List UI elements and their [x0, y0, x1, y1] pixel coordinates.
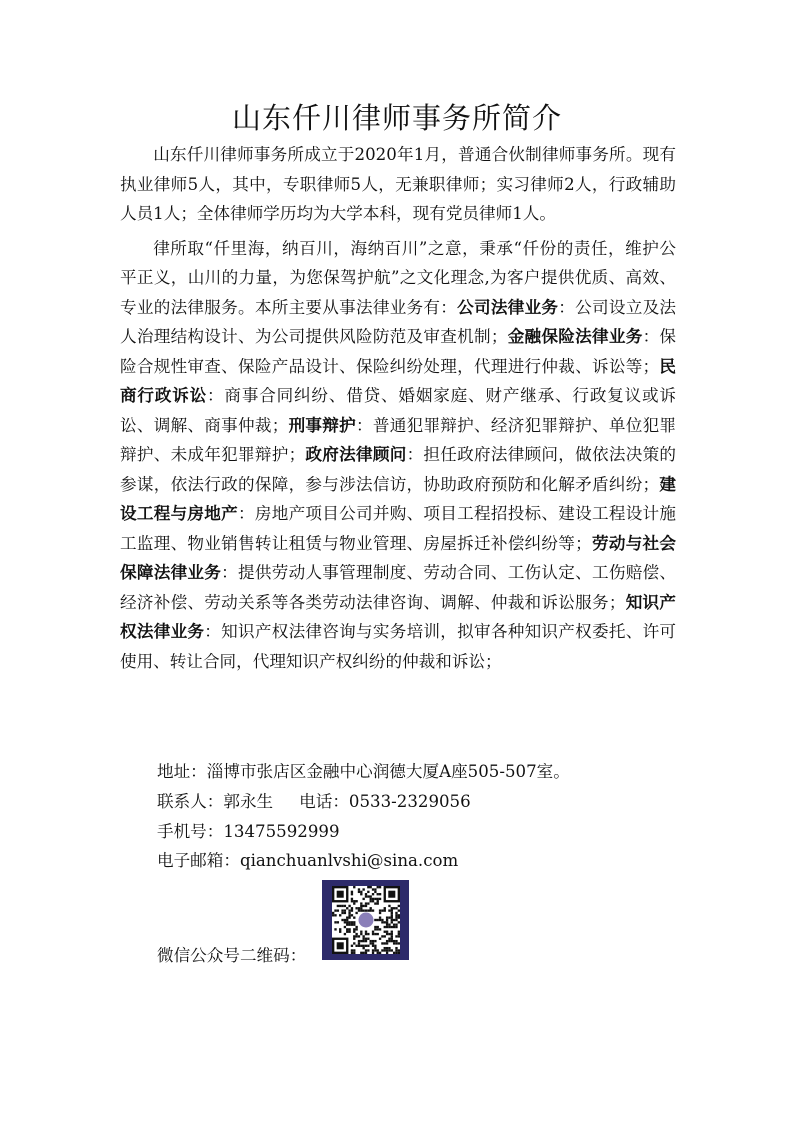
qr-code-icon: [332, 886, 400, 954]
practice-area-desc: ：保险合规性审查、保险产品设计、保险纠纷处理，代理进行仲裁、诉讼等；: [120, 327, 677, 376]
document-body: [120, 140, 676, 676]
wechat-qr-code: [322, 880, 409, 960]
qr-label: 微信公众号二维码：: [157, 946, 307, 965]
practice-area-desc: ：担任政府法律顾问，做依法决策的参谋，依法行政的保障，参与涉法信访，协助政府预防和化解矛盾纠纷；: [120, 445, 677, 494]
practice-area-name: 知识产权法律业务: [120, 591, 677, 641]
practice-area-desc: ：普通犯罪辩护、经济犯罪辩护、单位犯罪辩护、未成年犯罪辩护；: [120, 415, 677, 464]
paragraph-intro: 山东仟川律师事务所成立于2020年1月，普通合伙制律师事务所。现有执业律师5人，其中，专职律师5人，无兼职律师；实习律师2人，行政辅助人员1人；全体律师学历均为大学本科，现有党员律师1人。: [120, 145, 676, 223]
practice-area-name: 劳动与社会保障法律业务: [120, 532, 677, 582]
address-line: 地址：淄博市张店区金融中心润德大厦A座505-507室。: [157, 762, 570, 781]
practice-area-name: 民商行政诉讼: [120, 355, 677, 405]
practice-area-desc: ：商事合同纠纷、借贷、婚姻家庭、财产继承、行政复议或诉讼、调解、商事仲裁；: [120, 386, 677, 435]
practice-area-name: 建设工程与房地产: [120, 473, 677, 523]
practice-area-desc: ：房地产项目公司并购、项目工程招投标、建设工程设计施工监理、物业销售转让租赁与物业管理、房屋拆迁补偿纠纷等；: [120, 504, 677, 553]
practice-area-desc: ：公司设立及法人治理结构设计、为公司提供风险防范及审查机制；: [120, 297, 677, 346]
practice-area-name: 金融保险法律业务: [507, 326, 643, 346]
practice-area-name: 刑事辩护: [288, 414, 357, 435]
contact-person: 联系人：郭永生: [157, 792, 274, 811]
practice-area-name: 公司法律业务: [457, 296, 559, 317]
contact-line: [157, 787, 471, 816]
practice-area-desc: ：知识产权法律咨询与实务培训，拟审各种知识产权委托、许可使用、转让合同，代理知识产权纠纷的仲裁和诉讼；: [120, 622, 677, 671]
practice-intro: 律所取“仟里海，纳百川，海纳百川”之意，秉承“仟份的责任，维护公平正义，山川的力量，为您保驾护航”之文化理念,为客户提供优质、高效、专业的法律服务。本所主要从事法律业务有：: [120, 238, 676, 317]
page-title: 山东仟川律师事务所简介: [231, 101, 562, 135]
email-line: 电子邮箱：qianchuanlvshi@sina.com: [157, 851, 459, 870]
phone-number: 电话：0533-2329056: [299, 792, 471, 811]
paragraph-practice: [120, 234, 676, 677]
practice-area-desc: ：提供劳动人事管理制度、劳动合同、工伤认定、工伤赔偿、经济补偿、劳动关系等各类劳动法律咨询、调解、仲裁和诉讼服务；: [120, 563, 677, 612]
mobile-line: 手机号：13475592999: [157, 822, 340, 841]
practice-area-name: 政府法律顾问: [305, 444, 407, 464]
